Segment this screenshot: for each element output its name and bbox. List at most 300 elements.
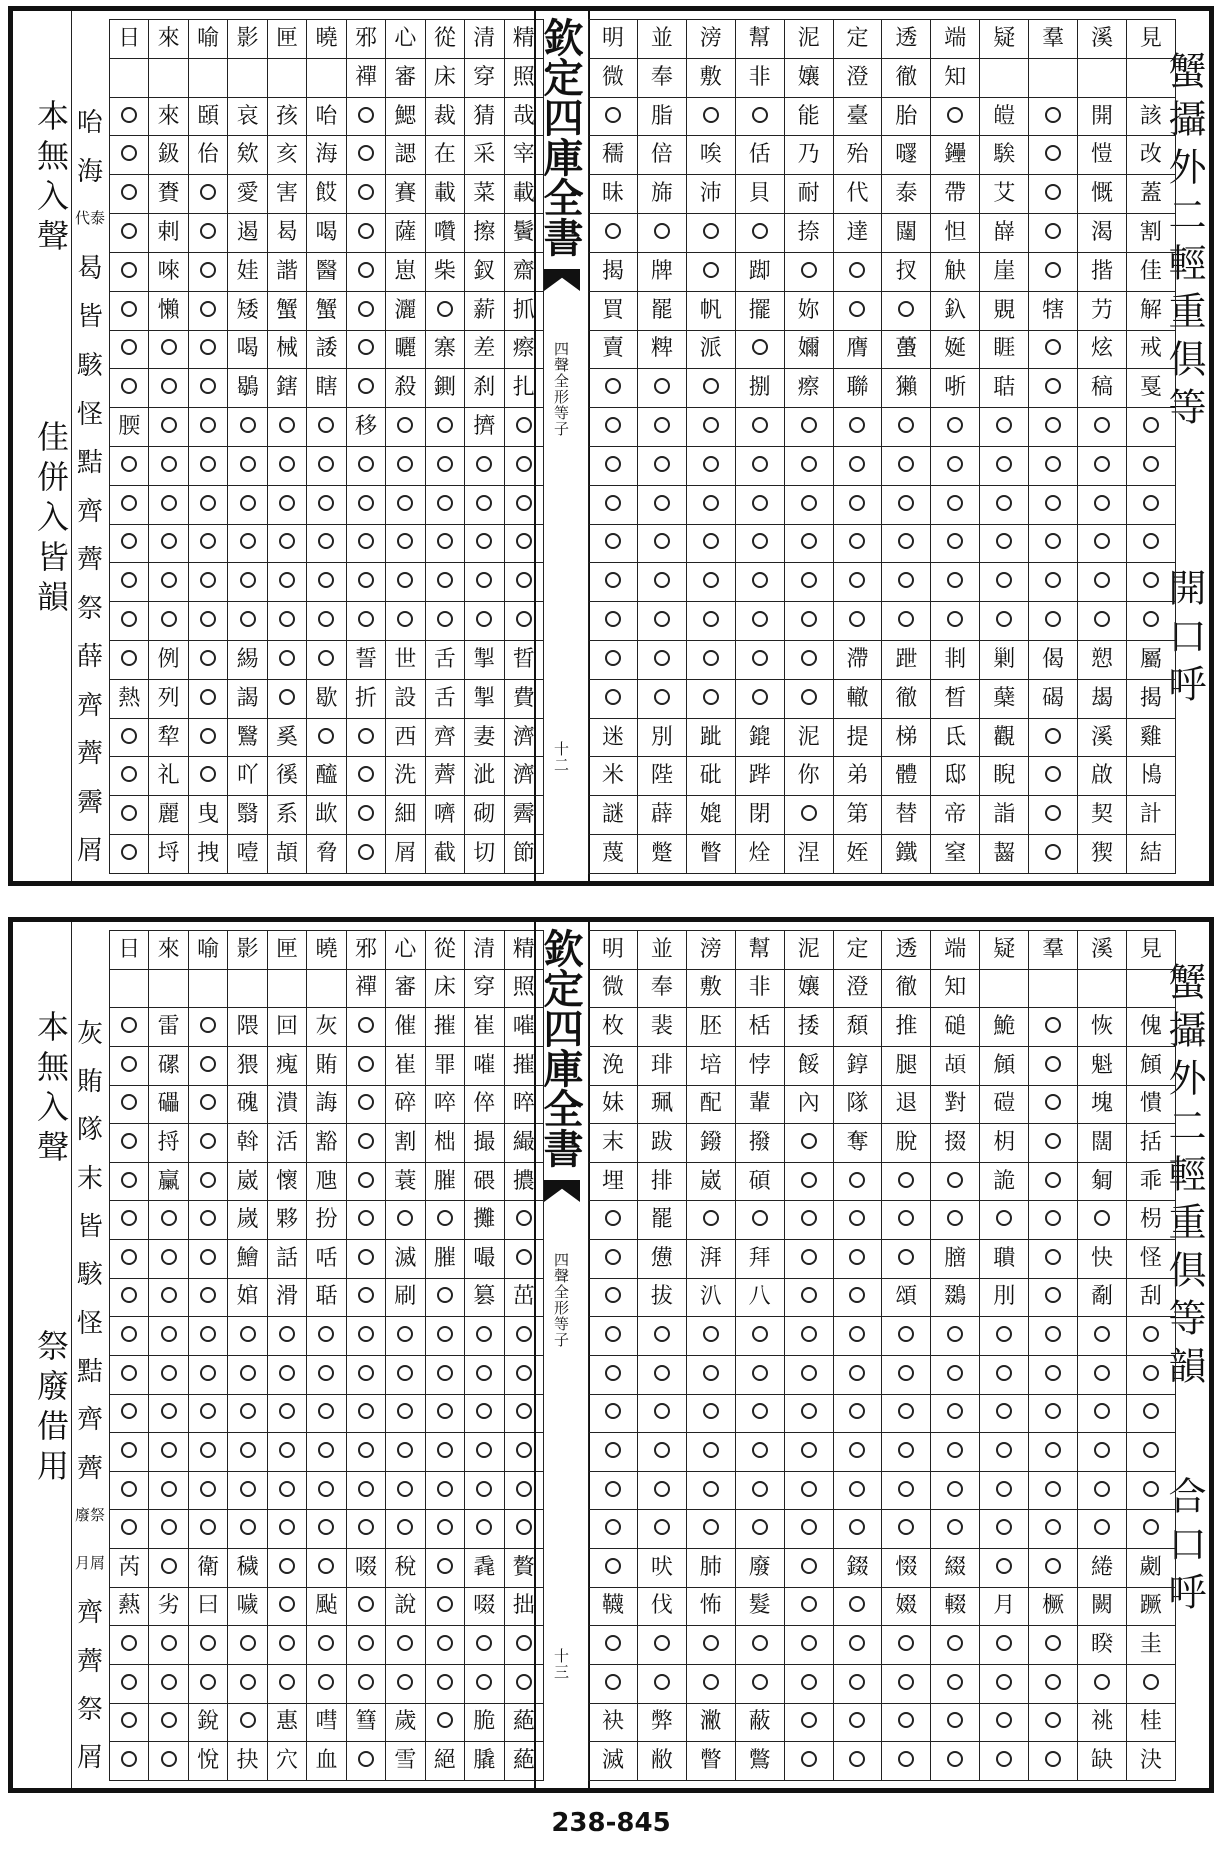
table-cell: 非 bbox=[735, 58, 784, 97]
empty-circle-icon bbox=[752, 1674, 768, 1690]
table-cell: 活 bbox=[267, 1124, 306, 1163]
table-cell bbox=[833, 1394, 882, 1433]
empty-circle-icon bbox=[849, 1249, 865, 1265]
table-cell bbox=[149, 58, 188, 97]
table-cell: 買 bbox=[589, 291, 638, 330]
table-cell: 碎 bbox=[386, 1085, 425, 1124]
table-cell: 快 bbox=[1078, 1240, 1127, 1279]
table-cell: 皚 bbox=[980, 97, 1029, 136]
empty-circle-icon bbox=[1045, 572, 1061, 588]
empty-circle-icon bbox=[605, 223, 621, 239]
empty-circle-icon bbox=[752, 611, 768, 627]
table-cell bbox=[980, 1394, 1029, 1433]
empty-circle-icon bbox=[161, 417, 177, 433]
table-row bbox=[110, 835, 544, 874]
table-cell: 奉 bbox=[637, 58, 686, 97]
table-cell bbox=[980, 524, 1029, 563]
empty-circle-icon bbox=[1045, 1481, 1061, 1497]
table-cell bbox=[882, 1703, 931, 1742]
rhyme-label: 祭 bbox=[76, 593, 103, 624]
empty-circle-icon bbox=[654, 223, 670, 239]
empty-circle-icon bbox=[358, 145, 374, 161]
table-cell bbox=[149, 1278, 188, 1317]
table-cell: 攤 bbox=[465, 1201, 504, 1240]
table-cell: 埒 bbox=[149, 835, 188, 874]
table-cell: 曉 bbox=[307, 20, 346, 59]
empty-circle-icon bbox=[605, 1481, 621, 1497]
table-cell bbox=[589, 1664, 638, 1703]
empty-circle-icon bbox=[279, 1403, 295, 1419]
table-cell: 世 bbox=[386, 641, 425, 680]
rhyme-category-column bbox=[73, 1007, 107, 1780]
table-row bbox=[589, 369, 1176, 408]
empty-circle-icon bbox=[947, 1442, 963, 1458]
table-cell bbox=[1078, 969, 1127, 1008]
rhyme-label: 駭 bbox=[76, 350, 103, 381]
empty-circle-icon bbox=[240, 1481, 256, 1497]
table-cell: 細 bbox=[386, 796, 425, 835]
table-cell bbox=[188, 446, 227, 485]
table-cell: 敝 bbox=[637, 1742, 686, 1781]
table-cell bbox=[267, 1394, 306, 1433]
empty-circle-icon bbox=[318, 456, 334, 472]
table-cell: 鷩 bbox=[735, 1742, 784, 1781]
table-cell: 孩 bbox=[267, 97, 306, 136]
empty-circle-icon bbox=[996, 611, 1012, 627]
table-cell bbox=[110, 1703, 149, 1742]
table-cell: 鬢 bbox=[504, 214, 543, 253]
table-cell bbox=[833, 1278, 882, 1317]
table-cell bbox=[110, 1394, 149, 1433]
empty-circle-icon bbox=[121, 572, 137, 588]
table-cell: 腿 bbox=[882, 1046, 931, 1085]
empty-circle-icon bbox=[318, 611, 334, 627]
table-cell: 霽 bbox=[504, 796, 543, 835]
table-cell: 奉 bbox=[637, 969, 686, 1008]
table-cell: 砒 bbox=[686, 757, 735, 796]
table-cell: 蔽 bbox=[735, 1703, 784, 1742]
table-cell: 欪 bbox=[307, 796, 346, 835]
empty-circle-icon bbox=[703, 417, 719, 433]
empty-circle-icon bbox=[703, 495, 719, 511]
table-cell: 謎 bbox=[589, 796, 638, 835]
table-cell: 琲 bbox=[637, 1046, 686, 1085]
empty-circle-icon bbox=[1045, 1017, 1061, 1033]
table-cell: 替 bbox=[882, 796, 931, 835]
table-cell: 解 bbox=[1126, 291, 1175, 330]
empty-circle-icon bbox=[121, 1442, 137, 1458]
empty-circle-icon bbox=[703, 262, 719, 278]
empty-circle-icon bbox=[279, 1674, 295, 1690]
table-row bbox=[110, 641, 544, 680]
table-cell bbox=[1029, 485, 1078, 524]
table-cell: 穤 bbox=[589, 136, 638, 175]
empty-circle-icon bbox=[437, 417, 453, 433]
table-cell: 清 bbox=[465, 931, 504, 970]
table-cell bbox=[589, 408, 638, 447]
empty-circle-icon bbox=[605, 533, 621, 549]
empty-circle-icon bbox=[358, 1249, 374, 1265]
empty-circle-icon bbox=[437, 1519, 453, 1535]
empty-circle-icon bbox=[240, 1674, 256, 1690]
empty-circle-icon bbox=[996, 1365, 1012, 1381]
empty-circle-icon bbox=[605, 1210, 621, 1226]
empty-circle-icon bbox=[161, 1249, 177, 1265]
empty-circle-icon bbox=[240, 456, 256, 472]
table-cell bbox=[637, 408, 686, 447]
empty-circle-icon bbox=[516, 1442, 532, 1458]
empty-circle-icon bbox=[947, 417, 963, 433]
table-cell: 喻 bbox=[188, 931, 227, 970]
table-cell: 薩 bbox=[386, 214, 425, 253]
table-cell: 贅 bbox=[504, 1549, 543, 1588]
empty-circle-icon bbox=[996, 495, 1012, 511]
table-cell bbox=[1078, 1510, 1127, 1549]
table-cell bbox=[149, 1626, 188, 1665]
table-cell: 鑸 bbox=[931, 136, 980, 175]
empty-circle-icon bbox=[996, 1403, 1012, 1419]
table-cell: 疑 bbox=[980, 20, 1029, 59]
empty-circle-icon bbox=[240, 533, 256, 549]
table-cell: 明 bbox=[589, 931, 638, 970]
left-note-no-entering-tone: 本無入聲 bbox=[32, 1010, 70, 1170]
empty-circle-icon bbox=[801, 1674, 817, 1690]
table-row bbox=[110, 1317, 544, 1356]
table-cell: 灰 bbox=[307, 1008, 346, 1047]
empty-circle-icon bbox=[358, 223, 374, 239]
table-cell bbox=[637, 214, 686, 253]
table-cell: 微 bbox=[589, 58, 638, 97]
table-cell: 乃 bbox=[784, 136, 833, 175]
table-cell bbox=[1078, 1471, 1127, 1510]
table-cell: 妻 bbox=[465, 718, 504, 757]
empty-circle-icon bbox=[898, 1635, 914, 1651]
table-cell: 奪 bbox=[833, 1124, 882, 1163]
table-cell bbox=[110, 252, 149, 291]
empty-circle-icon bbox=[121, 495, 137, 511]
table-cell bbox=[188, 1471, 227, 1510]
empty-circle-icon bbox=[947, 1172, 963, 1188]
table-cell: 婠 bbox=[228, 1278, 267, 1317]
empty-circle-icon bbox=[801, 417, 817, 433]
empty-circle-icon bbox=[996, 1481, 1012, 1497]
table-cell: 定 bbox=[833, 931, 882, 970]
empty-circle-icon bbox=[996, 456, 1012, 472]
empty-circle-icon bbox=[200, 378, 216, 394]
table-cell bbox=[110, 1162, 149, 1201]
table-cell bbox=[735, 1355, 784, 1394]
table-cell: 抉 bbox=[228, 1742, 267, 1781]
table-cell bbox=[1029, 1317, 1078, 1356]
table-cell: 碣 bbox=[1029, 679, 1078, 718]
table-cell bbox=[110, 446, 149, 485]
rhyme-label: 齊 bbox=[76, 496, 103, 527]
table-cell bbox=[882, 1240, 931, 1279]
initials-row bbox=[589, 20, 1176, 59]
table-cell: 折 bbox=[346, 679, 385, 718]
empty-circle-icon bbox=[801, 1249, 817, 1265]
empty-circle-icon bbox=[200, 572, 216, 588]
page-title: 蟹攝外二輕重俱等 bbox=[1162, 51, 1206, 435]
empty-circle-icon bbox=[654, 1403, 670, 1419]
table-cell: 臝 bbox=[149, 1162, 188, 1201]
table-cell: 犗 bbox=[1029, 291, 1078, 330]
empty-circle-icon bbox=[898, 1519, 914, 1535]
empty-circle-icon bbox=[898, 1481, 914, 1497]
table-cell bbox=[735, 1394, 784, 1433]
table-cell: 喝 bbox=[307, 214, 346, 253]
empty-circle-icon bbox=[121, 1365, 137, 1381]
table-cell bbox=[589, 97, 638, 136]
table-cell: 械 bbox=[267, 330, 306, 369]
table-cell bbox=[228, 563, 267, 602]
empty-circle-icon bbox=[1094, 1442, 1110, 1458]
lower-page bbox=[8, 917, 1214, 1793]
empty-circle-icon bbox=[1045, 1365, 1061, 1381]
table-cell bbox=[465, 1355, 504, 1394]
rhyme-label: 灰 bbox=[76, 1018, 103, 1049]
table-cell bbox=[784, 1471, 833, 1510]
empty-circle-icon bbox=[476, 495, 492, 511]
table-cell bbox=[589, 602, 638, 641]
table-cell bbox=[267, 602, 306, 641]
empty-circle-icon bbox=[801, 1442, 817, 1458]
empty-circle-icon bbox=[605, 650, 621, 666]
table-cell bbox=[149, 1201, 188, 1240]
empty-circle-icon bbox=[752, 1519, 768, 1535]
table-cell: 剕 bbox=[931, 641, 980, 680]
table-cell bbox=[784, 1317, 833, 1356]
table-cell: 磥 bbox=[149, 1046, 188, 1085]
empty-circle-icon bbox=[801, 1210, 817, 1226]
rhyme-label: 隊 bbox=[76, 1115, 103, 1146]
table-cell bbox=[1029, 1549, 1078, 1588]
table-cell bbox=[784, 524, 833, 563]
empty-circle-icon bbox=[1143, 1442, 1159, 1458]
table-cell bbox=[1078, 485, 1127, 524]
empty-circle-icon bbox=[437, 1635, 453, 1651]
table-cell bbox=[110, 718, 149, 757]
table-cell bbox=[686, 1394, 735, 1433]
table-cell bbox=[1126, 58, 1175, 97]
table-cell bbox=[110, 485, 149, 524]
table-cell: 亥 bbox=[267, 136, 306, 175]
empty-circle-icon bbox=[1143, 417, 1159, 433]
empty-circle-icon bbox=[801, 1133, 817, 1149]
table-cell: 碨 bbox=[465, 1162, 504, 1201]
empty-circle-icon bbox=[240, 1403, 256, 1419]
table-cell: 艾 bbox=[980, 175, 1029, 214]
table-cell bbox=[1029, 1510, 1078, 1549]
table-cell bbox=[1126, 1510, 1175, 1549]
empty-circle-icon bbox=[849, 1172, 865, 1188]
table-cell: 汃 bbox=[686, 1278, 735, 1317]
empty-circle-icon bbox=[947, 611, 963, 627]
table-cell: 嵗 bbox=[228, 1201, 267, 1240]
table-cell bbox=[346, 1162, 385, 1201]
table-cell: 蟹 bbox=[267, 291, 306, 330]
empty-circle-icon bbox=[996, 572, 1012, 588]
empty-circle-icon bbox=[516, 1519, 532, 1535]
table-cell: 佁 bbox=[188, 136, 227, 175]
table-cell: 洗 bbox=[386, 757, 425, 796]
empty-circle-icon bbox=[279, 1326, 295, 1342]
empty-circle-icon bbox=[898, 1326, 914, 1342]
table-cell bbox=[637, 641, 686, 680]
table-cell: 蕝 bbox=[504, 1703, 543, 1742]
table-cell: 舌 bbox=[425, 679, 464, 718]
table-cell bbox=[833, 1703, 882, 1742]
table-row bbox=[110, 1471, 544, 1510]
empty-circle-icon bbox=[200, 728, 216, 744]
table-cell bbox=[307, 1664, 346, 1703]
table-cell: 胎 bbox=[882, 97, 931, 136]
table-cell bbox=[833, 446, 882, 485]
table-cell bbox=[1029, 1278, 1078, 1317]
table-row bbox=[110, 1394, 544, 1433]
empty-circle-icon bbox=[121, 805, 137, 821]
table-cell bbox=[1029, 408, 1078, 447]
table-row bbox=[589, 1703, 1176, 1742]
empty-circle-icon bbox=[1045, 1326, 1061, 1342]
empty-circle-icon bbox=[1094, 1210, 1110, 1226]
table-cell: 髮 bbox=[735, 1587, 784, 1626]
empty-circle-icon bbox=[1143, 456, 1159, 472]
table-cell bbox=[980, 1471, 1029, 1510]
table-cell: 涅 bbox=[784, 835, 833, 874]
table-cell bbox=[833, 524, 882, 563]
empty-circle-icon bbox=[1045, 728, 1061, 744]
table-cell bbox=[267, 969, 306, 1008]
table-cell: 拙 bbox=[504, 1587, 543, 1626]
table-cell bbox=[931, 1394, 980, 1433]
empty-circle-icon bbox=[200, 1519, 216, 1535]
empty-circle-icon bbox=[279, 533, 295, 549]
empty-circle-icon bbox=[358, 1172, 374, 1188]
table-cell bbox=[784, 1201, 833, 1240]
empty-circle-icon bbox=[1143, 1326, 1159, 1342]
table-cell bbox=[346, 1742, 385, 1781]
table-cell bbox=[735, 679, 784, 718]
table-cell: 知 bbox=[931, 58, 980, 97]
empty-circle-icon bbox=[605, 689, 621, 705]
table-cell: 覞 bbox=[980, 291, 1029, 330]
table-cell bbox=[346, 1046, 385, 1085]
table-cell bbox=[188, 1201, 227, 1240]
empty-circle-icon bbox=[161, 1326, 177, 1342]
table-cell: 膗 bbox=[425, 1162, 464, 1201]
table-cell bbox=[980, 1317, 1029, 1356]
table-row bbox=[589, 641, 1176, 680]
empty-circle-icon bbox=[161, 456, 177, 472]
table-cell: 跋 bbox=[637, 1124, 686, 1163]
table-cell bbox=[228, 969, 267, 1008]
empty-circle-icon bbox=[605, 1674, 621, 1690]
table-cell: 綣 bbox=[1078, 1549, 1127, 1588]
table-cell: 捼 bbox=[784, 1008, 833, 1047]
table-cell: 袂 bbox=[589, 1703, 638, 1742]
table-cell bbox=[1078, 1394, 1127, 1433]
table-cell: 嚌 bbox=[425, 796, 464, 835]
table-cell: 疑 bbox=[980, 931, 1029, 970]
empty-circle-icon bbox=[397, 1635, 413, 1651]
empty-circle-icon bbox=[437, 611, 453, 627]
table-row bbox=[589, 1626, 1176, 1665]
table-cell bbox=[931, 602, 980, 641]
table-cell: 噦 bbox=[228, 1587, 267, 1626]
table-cell: 蓋 bbox=[1126, 175, 1175, 214]
table-cell: 欸 bbox=[228, 136, 267, 175]
table-cell bbox=[267, 1587, 306, 1626]
table-cell bbox=[228, 408, 267, 447]
table-row bbox=[589, 1240, 1176, 1279]
empty-circle-icon bbox=[121, 1481, 137, 1497]
table-cell bbox=[149, 1510, 188, 1549]
table-cell bbox=[110, 1317, 149, 1356]
table-cell: 結 bbox=[1126, 835, 1175, 874]
empty-circle-icon bbox=[358, 339, 374, 355]
table-cell: 貝 bbox=[735, 175, 784, 214]
empty-circle-icon bbox=[1045, 1210, 1061, 1226]
page-number: 十三 bbox=[552, 1648, 570, 1680]
empty-circle-icon bbox=[279, 650, 295, 666]
table-cell: 哀 bbox=[228, 97, 267, 136]
empty-circle-icon bbox=[654, 1442, 670, 1458]
table-row bbox=[110, 1549, 544, 1588]
table-cell: 倅 bbox=[465, 1085, 504, 1124]
table-cell: 唉 bbox=[686, 136, 735, 175]
table-cell: 陛 bbox=[637, 757, 686, 796]
empty-circle-icon bbox=[703, 378, 719, 394]
table-cell bbox=[931, 1162, 980, 1201]
table-cell: 鎞 bbox=[735, 718, 784, 757]
table-cell: 澄 bbox=[833, 969, 882, 1008]
table-cell: 設 bbox=[386, 679, 425, 718]
empty-circle-icon bbox=[318, 1403, 334, 1419]
table-cell bbox=[425, 1394, 464, 1433]
table-cell: 喻 bbox=[188, 20, 227, 59]
table-cell bbox=[307, 602, 346, 641]
table-cell: 謁 bbox=[228, 679, 267, 718]
empty-circle-icon bbox=[605, 1635, 621, 1651]
table-cell bbox=[110, 1240, 149, 1279]
table-cell bbox=[149, 1664, 188, 1703]
table-cell: 端 bbox=[931, 20, 980, 59]
table-cell bbox=[110, 1664, 149, 1703]
table-row bbox=[110, 1742, 544, 1781]
empty-circle-icon bbox=[200, 184, 216, 200]
empty-circle-icon bbox=[703, 1674, 719, 1690]
table-cell bbox=[637, 1433, 686, 1472]
table-cell bbox=[686, 563, 735, 602]
table-cell bbox=[149, 1471, 188, 1510]
table-row bbox=[110, 291, 544, 330]
empty-circle-icon bbox=[437, 1712, 453, 1728]
empty-circle-icon bbox=[279, 1558, 295, 1574]
empty-circle-icon bbox=[1045, 533, 1061, 549]
empty-circle-icon bbox=[358, 572, 374, 588]
rhyme-label: 駭 bbox=[76, 1260, 103, 1291]
left-note-no-entering-tone: 本無入聲 bbox=[32, 99, 70, 259]
table-cell bbox=[637, 602, 686, 641]
table-cell: 月 bbox=[980, 1587, 1029, 1626]
table-cell: 怪 bbox=[1126, 1240, 1175, 1279]
empty-circle-icon bbox=[397, 417, 413, 433]
table-cell: 浼 bbox=[589, 1046, 638, 1085]
empty-circle-icon bbox=[121, 844, 137, 860]
empty-circle-icon bbox=[654, 1674, 670, 1690]
table-cell: 帶 bbox=[931, 175, 980, 214]
